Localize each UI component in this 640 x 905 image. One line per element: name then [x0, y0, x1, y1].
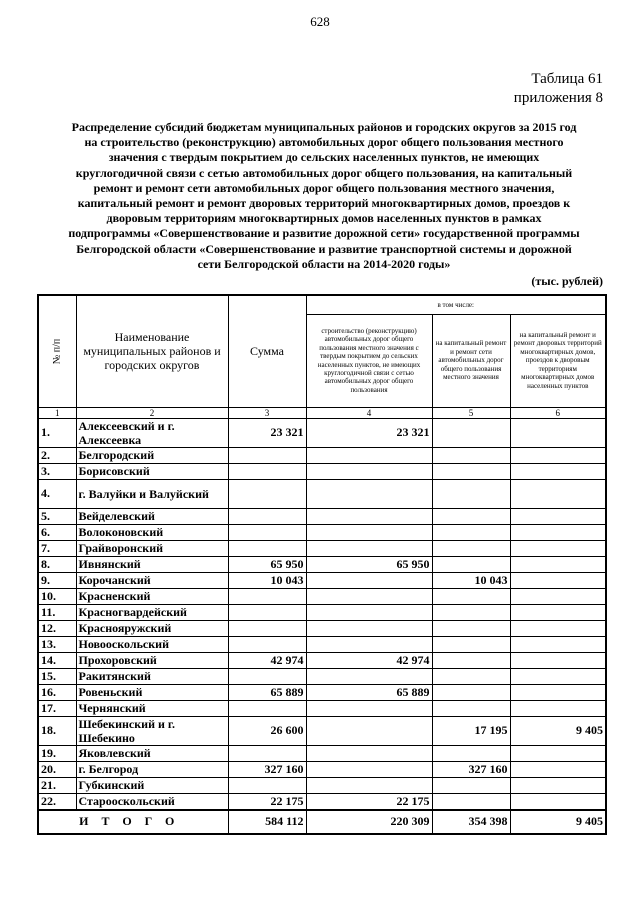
- construction-cell: [306, 479, 432, 508]
- row-number: 7.: [38, 540, 76, 556]
- sum-cell: [228, 479, 306, 508]
- header-sum: Сумма: [228, 295, 306, 407]
- road-repair-cell: [432, 745, 510, 761]
- title-line: Распределение субсидий бюджетам муниципальных районов и городских округов за 2015 год: [71, 120, 577, 134]
- road-repair-cell: [432, 447, 510, 463]
- road-repair-cell: 327 160: [432, 761, 510, 777]
- title-line: капитальный ремонт и ремонт дворовых территорий многоквартирных домов, проездов к: [77, 196, 571, 211]
- district-name: Алексеевский и г. Алексеевка: [76, 418, 228, 447]
- sum-cell: 10 043: [228, 572, 306, 588]
- row-number: 12.: [38, 620, 76, 636]
- district-name: Чернянский: [76, 700, 228, 716]
- table-row: [38, 620, 606, 636]
- construction-cell: 65 889: [306, 684, 432, 700]
- title-line: ремонт и ремонт сети автомобильных дорог общего пользования местного значения,: [93, 180, 555, 195]
- construction-cell: [306, 604, 432, 620]
- table-row: [38, 777, 606, 793]
- sum-cell: [228, 588, 306, 604]
- yard-repair-cell: [510, 572, 606, 588]
- yard-repair-cell: [510, 479, 606, 508]
- road-repair-cell: [432, 508, 510, 524]
- sum-cell: [228, 447, 306, 463]
- header-col5: на капитальный ремонт и ремонт сети автомобильных дорог общего пользования местного значения: [432, 314, 510, 407]
- row-number: 21.: [38, 777, 76, 793]
- sum-cell: 22 175: [228, 793, 306, 810]
- table-row: [38, 761, 606, 777]
- table-row: [38, 636, 606, 652]
- road-repair-cell: [432, 620, 510, 636]
- table-row: [38, 668, 606, 684]
- sum-cell: [228, 636, 306, 652]
- row-number: 5.: [38, 508, 76, 524]
- title-line: Белгородской области «Совершенствование и развитие транспортной системы и дорожной: [76, 241, 572, 256]
- construction-cell: 22 175: [306, 793, 432, 810]
- sum-cell: 23 321: [228, 418, 306, 447]
- yard-repair-cell: [510, 700, 606, 716]
- district-name: Ракитянский: [76, 668, 228, 684]
- title-line: значения с твердым покрытием до сельских населенных пунктов, не имеющих: [108, 150, 540, 165]
- row-number: 13.: [38, 636, 76, 652]
- table-label-line1: Таблица 61: [531, 71, 603, 87]
- road-repair-cell: [432, 524, 510, 540]
- table-row: [38, 556, 606, 572]
- road-repair-cell: [432, 588, 510, 604]
- district-name: Борисовский: [76, 463, 228, 479]
- district-name: Ивнянский: [76, 556, 228, 572]
- road-repair-cell: 17 195: [432, 716, 510, 745]
- district-name: Белгородский: [76, 447, 228, 463]
- table-row: [38, 524, 606, 540]
- sum-cell: [228, 524, 306, 540]
- table-row: [38, 716, 606, 745]
- title-line: подпрограммы «Совершенствование и развитие дорожной сети» государственной программы: [68, 226, 580, 241]
- yard-repair-cell: [510, 447, 606, 463]
- sum-cell: [228, 540, 306, 556]
- row-number: 14.: [38, 652, 76, 668]
- sum-cell: 42 974: [228, 652, 306, 668]
- construction-cell: [306, 636, 432, 652]
- column-index: 3: [228, 407, 306, 418]
- table-row: [38, 745, 606, 761]
- column-index: 1: [38, 407, 76, 418]
- district-name: Прохоровский: [76, 652, 228, 668]
- construction-cell: 42 974: [306, 652, 432, 668]
- yard-repair-cell: [510, 668, 606, 684]
- table-row: [38, 572, 606, 588]
- sum-cell: 26 600: [228, 716, 306, 745]
- yard-repair-cell: [510, 777, 606, 793]
- table-row: [38, 508, 606, 524]
- district-name: Губкинский: [76, 777, 228, 793]
- construction-cell: [306, 572, 432, 588]
- total-label: ИТОГО: [38, 810, 228, 834]
- table-row: [38, 793, 606, 810]
- road-repair-cell: [432, 463, 510, 479]
- road-repair-cell: [432, 540, 510, 556]
- road-repair-cell: 10 043: [432, 572, 510, 588]
- district-name: Красненский: [76, 588, 228, 604]
- row-number: 3.: [38, 463, 76, 479]
- table-row: [38, 700, 606, 716]
- table-row: [38, 418, 606, 447]
- table-label-line2: приложения 8: [513, 90, 603, 106]
- row-number: 15.: [38, 668, 76, 684]
- row-number: 16.: [38, 684, 76, 700]
- table-row: [38, 652, 606, 668]
- column-index-row: [38, 407, 606, 418]
- sum-cell: [228, 604, 306, 620]
- header-num: № п/п: [38, 295, 76, 407]
- sum-cell: [228, 700, 306, 716]
- table-row: [38, 684, 606, 700]
- yard-repair-cell: [510, 793, 606, 810]
- row-number: 17.: [38, 700, 76, 716]
- construction-cell: 65 950: [306, 556, 432, 572]
- column-index: 4: [306, 407, 432, 418]
- road-repair-cell: [432, 636, 510, 652]
- row-number: 19.: [38, 745, 76, 761]
- construction-cell: [306, 447, 432, 463]
- construction-cell: [306, 668, 432, 684]
- construction-cell: [306, 540, 432, 556]
- row-number: 6.: [38, 524, 76, 540]
- road-repair-cell: [432, 700, 510, 716]
- yard-repair-cell: [510, 463, 606, 479]
- sum-cell: [228, 620, 306, 636]
- district-name: Шебекинский и г. Шебекино: [76, 716, 228, 745]
- total-col4: 220 309: [306, 810, 432, 834]
- title-line: на строительство (реконструкцию) автомобильных дорог общего пользования местного: [84, 135, 564, 150]
- road-repair-cell: [432, 556, 510, 572]
- total-row: [38, 810, 606, 834]
- header-row: [38, 295, 606, 314]
- district-name: Ровеньский: [76, 684, 228, 700]
- construction-cell: [306, 588, 432, 604]
- row-number: 10.: [38, 588, 76, 604]
- row-number: 9.: [38, 572, 76, 588]
- subsidy-table: [37, 294, 607, 835]
- row-number: 1.: [38, 418, 76, 447]
- row-number: 4.: [38, 479, 76, 508]
- construction-cell: [306, 463, 432, 479]
- yard-repair-cell: [510, 761, 606, 777]
- district-name: Новооскольский: [76, 636, 228, 652]
- yard-repair-cell: 9 405: [510, 716, 606, 745]
- road-repair-cell: [432, 604, 510, 620]
- yard-repair-cell: [510, 418, 606, 447]
- table-row: [38, 540, 606, 556]
- row-number: 11.: [38, 604, 76, 620]
- units-label: (тыс. рублей): [531, 274, 603, 288]
- row-number: 2.: [38, 447, 76, 463]
- sum-cell: [228, 668, 306, 684]
- total-col5: 354 398: [432, 810, 510, 834]
- table-label: [514, 70, 603, 108]
- title-line: сети Белгородской области на 2014-2020 годы»: [197, 256, 451, 271]
- sum-cell: 65 889: [228, 684, 306, 700]
- yard-repair-cell: [510, 745, 606, 761]
- column-index: 2: [76, 407, 228, 418]
- yard-repair-cell: [510, 636, 606, 652]
- row-number: 18.: [38, 716, 76, 745]
- sum-cell: [228, 745, 306, 761]
- table-row: [38, 604, 606, 620]
- district-name: Старооскольский: [76, 793, 228, 810]
- construction-cell: [306, 508, 432, 524]
- row-number: 22.: [38, 793, 76, 810]
- district-name: Корочанский: [76, 572, 228, 588]
- construction-cell: [306, 777, 432, 793]
- sum-cell: [228, 777, 306, 793]
- header-col6: на капитальный ремонт и ремонт дворовых территорий многоквартирных домов, проездов к дворовым территориям многоквартирных домов населенных пунктов: [510, 314, 606, 407]
- sum-cell: 65 950: [228, 556, 306, 572]
- district-name: Яковлевский: [76, 745, 228, 761]
- yard-repair-cell: [510, 508, 606, 524]
- district-name: Красногвардейский: [76, 604, 228, 620]
- row-number: 20.: [38, 761, 76, 777]
- road-repair-cell: [432, 418, 510, 447]
- table-row: [38, 588, 606, 604]
- page-number: 628: [310, 14, 330, 29]
- district-name: Краснояружский: [76, 620, 228, 636]
- yard-repair-cell: [510, 588, 606, 604]
- district-name: Волоконовский: [76, 524, 228, 540]
- construction-cell: [306, 745, 432, 761]
- district-name: Грайворонский: [76, 540, 228, 556]
- road-repair-cell: [432, 479, 510, 508]
- sum-cell: [228, 508, 306, 524]
- road-repair-cell: [432, 668, 510, 684]
- construction-cell: [306, 524, 432, 540]
- column-index: 6: [510, 407, 606, 418]
- table-row: [38, 463, 606, 479]
- total-col6: 9 405: [510, 810, 606, 834]
- yard-repair-cell: [510, 524, 606, 540]
- yard-repair-cell: [510, 604, 606, 620]
- district-name: Вейделевский: [76, 508, 228, 524]
- yard-repair-cell: [510, 652, 606, 668]
- district-name: г. Валуйки и Валуйский: [76, 479, 228, 508]
- construction-cell: 23 321: [306, 418, 432, 447]
- document-title: [42, 120, 606, 272]
- total-sum: 584 112: [228, 810, 306, 834]
- construction-cell: [306, 761, 432, 777]
- yard-repair-cell: [510, 620, 606, 636]
- road-repair-cell: [432, 684, 510, 700]
- yard-repair-cell: [510, 540, 606, 556]
- row-number: 8.: [38, 556, 76, 572]
- header-col4: строительство (реконструкцию) автомобильных дорог общего пользования местного значения с твердым покрытием до сельских населенных пунктов, не имеющих круглогодичной связи с сетью автомобильных дорог общего пользования: [306, 314, 432, 407]
- construction-cell: [306, 700, 432, 716]
- yard-repair-cell: [510, 556, 606, 572]
- title-line: дворовым территориям многоквартирных домов населенных пунктов в рамках: [106, 211, 542, 226]
- road-repair-cell: [432, 793, 510, 810]
- sum-cell: 327 160: [228, 761, 306, 777]
- header-including: в том числе:: [306, 295, 606, 314]
- road-repair-cell: [432, 777, 510, 793]
- table-row: [38, 479, 606, 508]
- district-name: г. Белгород: [76, 761, 228, 777]
- construction-cell: [306, 620, 432, 636]
- road-repair-cell: [432, 652, 510, 668]
- yard-repair-cell: [510, 684, 606, 700]
- sum-cell: [228, 463, 306, 479]
- header-name: Наименование муниципальных районов и городских округов: [76, 295, 228, 407]
- table-row: [38, 447, 606, 463]
- construction-cell: [306, 716, 432, 745]
- title-line: круглогодичной связи с сетью автомобильных дорог общего пользования, на капитальный: [75, 165, 573, 180]
- column-index: 5: [432, 407, 510, 418]
